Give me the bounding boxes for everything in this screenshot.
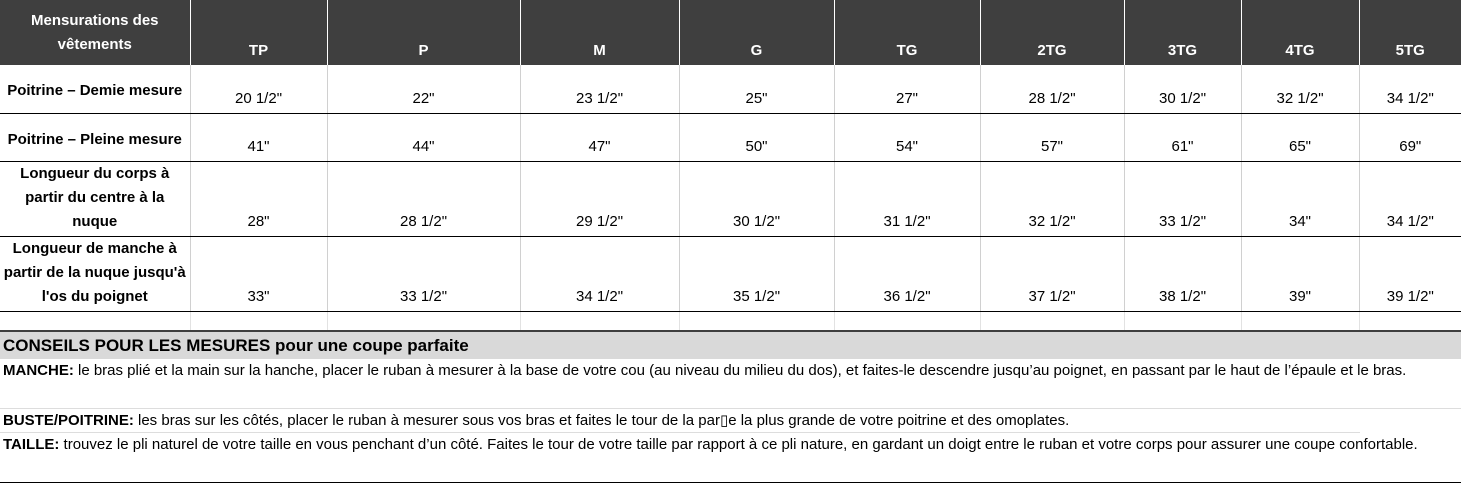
- row-label: Longueur de manche à partir de la nuque jusqu'à l'os du poignet: [0, 236, 190, 311]
- size-header: P: [327, 0, 520, 65]
- size-header: 5TG: [1359, 0, 1461, 65]
- size-header: TP: [190, 0, 327, 65]
- table-cell: 28 1/2": [327, 161, 520, 236]
- table-cell: 30 1/2": [679, 161, 834, 236]
- table-cell: 32 1/2": [1241, 65, 1359, 113]
- table-cell: 22": [327, 65, 520, 113]
- table-cell: 23 1/2": [520, 65, 679, 113]
- table-cell: 39 1/2": [1359, 236, 1461, 311]
- size-header: G: [679, 0, 834, 65]
- table-cell: 47": [520, 113, 679, 161]
- size-header: 3TG: [1124, 0, 1241, 65]
- tip-sleeve: [0, 359, 1461, 409]
- table-cell: 54": [834, 113, 980, 161]
- table-cell: 41": [190, 113, 327, 161]
- table-cell: 20 1/2": [190, 65, 327, 113]
- tip-waist-text: trouvez le pli naturel de votre taille en vous penchant d’un côté. Faites le tour de votre taille par rapport à ce pli nature, en gardant un doigt entre le ruban et votre corps pour assurer une coupe confortable.: [59, 436, 1418, 453]
- table-cell: 44": [327, 113, 520, 161]
- size-header: M: [520, 0, 679, 65]
- table-cell: 33 1/2": [1124, 161, 1241, 236]
- table-row: [0, 161, 1461, 236]
- table-row: [0, 65, 1461, 113]
- table-cell: 33": [190, 236, 327, 311]
- size-header: TG: [834, 0, 980, 65]
- tips-title-bold: CONSEILS POUR LES MESURES: [3, 336, 271, 355]
- table-cell: 38 1/2": [1124, 236, 1241, 311]
- table-cell: 34 1/2": [520, 236, 679, 311]
- row-label: Longueur du corps à partir du centre à la nuque: [0, 161, 190, 236]
- tip-sleeve-label: MANCHE:: [3, 362, 74, 379]
- table-cell: 50": [679, 113, 834, 161]
- header-row: [0, 0, 1461, 65]
- table-cell: 69": [1359, 113, 1461, 161]
- table-cell: 31 1/2": [834, 161, 980, 236]
- table-cell: 34 1/2": [1359, 65, 1461, 113]
- table-row: [0, 113, 1461, 161]
- table-cell: 34 1/2": [1359, 161, 1461, 236]
- tip-sleeve-text: le bras plié et la main sur la hanche, placer le ruban à mesurer à la base de votre cou (au niveau du milieu du dos), et faites-le descendre jusqu’au poignet, en passant par le haut de l’épaule et le bras.: [73, 362, 1407, 379]
- table-cell: 34": [1241, 161, 1359, 236]
- size-header: 2TG: [980, 0, 1124, 65]
- table-row: [0, 236, 1461, 311]
- corner-label: Mensurations des vêtements: [0, 0, 190, 65]
- table-cell: 61": [1124, 113, 1241, 161]
- table-cell: 37 1/2": [980, 236, 1124, 311]
- table-cell: 65": [1241, 113, 1359, 161]
- table-cell: 33 1/2": [327, 236, 520, 311]
- tip-bust: [0, 409, 1360, 433]
- table-cell: 28": [190, 161, 327, 236]
- tip-waist: [0, 433, 1461, 483]
- tips-title: [0, 332, 1461, 359]
- table-cell: 32 1/2": [980, 161, 1124, 236]
- row-label: Poitrine – Pleine mesure: [0, 113, 190, 161]
- table-cell: 29 1/2": [520, 161, 679, 236]
- table-cell: 27": [834, 65, 980, 113]
- row-label: Poitrine – Demie mesure: [0, 65, 190, 113]
- table-cell: 57": [980, 113, 1124, 161]
- tip-waist-label: TAILLE:: [3, 436, 60, 453]
- measuring-tips: [0, 330, 1461, 483]
- tip-bust-label: BUSTE/POITRINE:: [3, 412, 134, 429]
- table-cell: 36 1/2": [834, 236, 980, 311]
- table-cell: 30 1/2": [1124, 65, 1241, 113]
- tips-title-rest: pour une coupe parfaite: [270, 336, 469, 355]
- table-cell: 28 1/2": [980, 65, 1124, 113]
- table-cell: 39": [1241, 236, 1359, 311]
- size-header: 4TG: [1241, 0, 1359, 65]
- tip-bust-text: les bras sur les côtés, placer le ruban à mesurer sous vos bras et faites le tour de la par▯e la plus grande de votre poitrine et des omoplates.: [133, 412, 1070, 429]
- table-cell: 35 1/2": [679, 236, 834, 311]
- table-cell: 25": [679, 65, 834, 113]
